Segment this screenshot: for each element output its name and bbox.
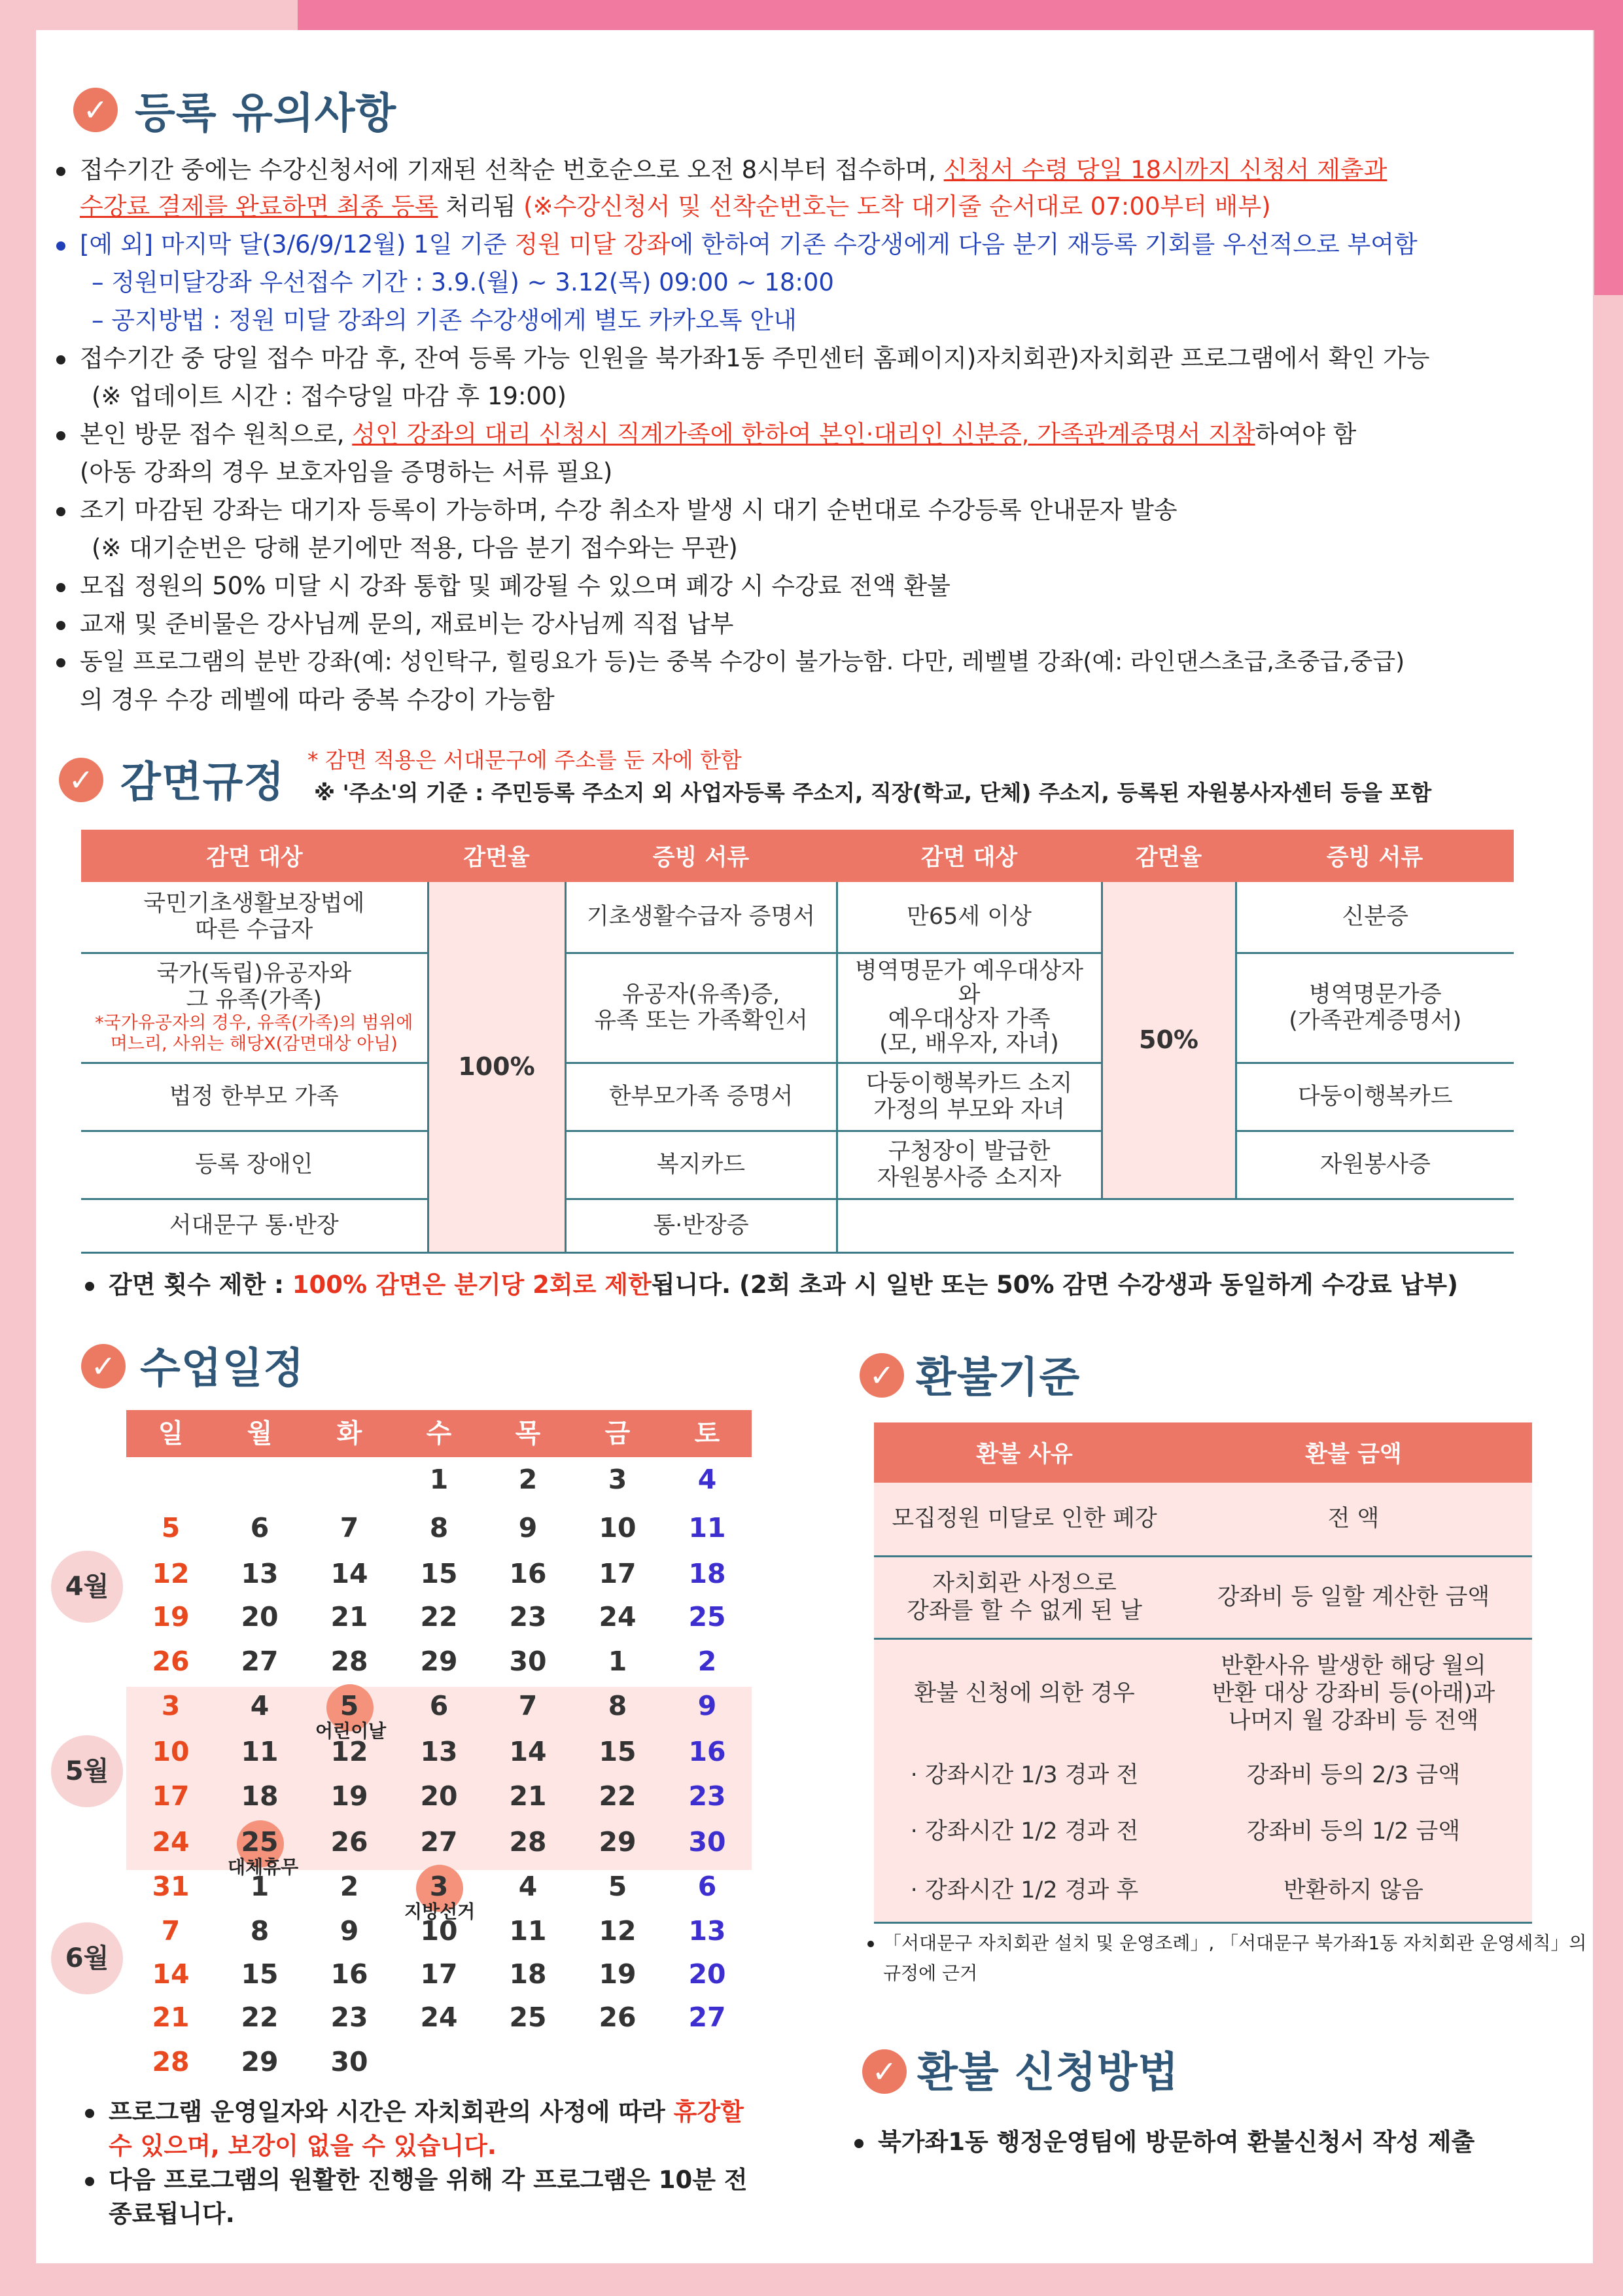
discount-note-1: * 감면 적용은 서대문구에 주소를 둔 자에 한함: [307, 747, 742, 773]
calendar-day: 5: [340, 1690, 359, 1722]
calendar-day: 21: [330, 1601, 368, 1633]
schedule-title: 수업일정: [140, 1345, 305, 1393]
calendar-day: 9: [340, 1915, 359, 1947]
reg-bullet-3-note: (※ 업데이트 시간 : 접수당일 마감 후 19:00): [92, 382, 567, 410]
reg-bullet-1: 접수기간 중에는 수강신청서에 기재된 선착순 번호순으로 오전 8시부터 접수하며, 신청서 수령 당일 18시까지 신청서 제출과: [56, 152, 1387, 188]
calendar-day: 22: [241, 2002, 279, 2033]
calendar-day: 24: [420, 2002, 458, 2033]
calendar-day: 29: [599, 1826, 637, 1858]
calendar-day: 3: [608, 1464, 627, 1495]
calendar-day: 18: [509, 1958, 547, 1990]
discount-doc: 유공자(유족)증, 유족 또는 가족확인서: [565, 953, 837, 1063]
calendar-day: 12: [330, 1736, 368, 1767]
calendar-day: 5: [161, 1512, 181, 1544]
calendar-day: 10: [420, 1915, 458, 1947]
calendar-day: 14: [509, 1736, 547, 1767]
discount-doc: 통·반장증: [565, 1199, 837, 1252]
header-amount: 환불 금액: [1175, 1422, 1532, 1483]
discount-doc: 신분증: [1236, 882, 1514, 953]
header-target: 감면 대상: [81, 830, 428, 882]
check-icon: ✓: [59, 758, 103, 802]
discount-target: 만65세 이상: [837, 882, 1102, 953]
reg-bullet-7: 교재 및 준비물은 강사님께 문의, 재료비는 강사님께 직접 납부: [56, 606, 733, 643]
reg-bullet-5-note: (※ 대기순번은 당해 분기에만 적용, 다음 분기 접수와는 무관): [92, 534, 738, 562]
calendar-day: 7: [518, 1690, 538, 1722]
discount-target: 서대문구 통·반장: [81, 1199, 428, 1252]
calendar-day: 27: [241, 1646, 279, 1677]
check-icon: ✓: [860, 1353, 904, 1398]
table-row: [81, 1063, 1514, 1131]
header-rate: 감면율: [428, 830, 565, 882]
calendar-day: 18: [241, 1780, 279, 1812]
discount-doc: 자원봉사증: [1236, 1131, 1514, 1199]
table-row: [874, 1803, 1532, 1860]
discount-table-header: [81, 830, 1514, 882]
discount-target: 구청장이 발급한 자원봉사증 소지자: [837, 1131, 1102, 1199]
calendar-day: 21: [509, 1780, 547, 1812]
discount-doc: 한부모가족 증명서: [565, 1063, 837, 1131]
refund-basis: 「서대문구 자치회관 설치 및 운영조례」, 「서대문구 북가좌1동 자치회관 운영세칙」의: [867, 1929, 1586, 1958]
refund-title: 환불기준: [916, 1354, 1081, 1402]
table-row: [81, 1131, 1514, 1199]
reg-bullet-5: 조기 마감된 강좌는 대기자 등록이 가능하며, 수강 취소자 발생 시 대기 순번대로 수강등록 안내문자 발송: [56, 492, 1178, 529]
weekday-tue: 화: [336, 1419, 362, 1449]
calendar-day: 4: [250, 1690, 270, 1722]
reg-bullet-6: 모집 정원의 50% 미달 시 강좌 통합 및 폐강될 수 있으며 폐강 시 수강료 전액 환불: [56, 568, 951, 605]
calendar-day: 18: [688, 1558, 726, 1589]
calendar-day: 3: [429, 1871, 449, 1902]
reg-bullet-4-note: (아동 강좌의 경우 보호자임을 증명하는 서류 필요): [80, 458, 613, 486]
calendar-day: 10: [152, 1736, 190, 1767]
discount-limit-note: 감면 횟수 제한 : 100% 감면은 분기당 2회로 제한됩니다. (2회 초과 시 일반 또는 50% 감면 수강생과 동일하게 수강료 납부): [85, 1267, 1458, 1303]
refund-reason: · 강좌시간 1/2 경과 후: [874, 1860, 1175, 1922]
discount-rate-50: 50%: [1102, 882, 1236, 1199]
calendar-day: 9: [697, 1690, 717, 1722]
reg-bullet-2: [예 외] 마지막 달(3/6/9/12월) 1일 기준 정원 미달 강좌에 한하여 기존 수강생에게 다음 분기 재등록 기회를 우선적으로 부여함: [56, 226, 1418, 263]
holiday-label: 어린이날: [315, 1720, 387, 1742]
discount-target: 법정 한부모 가족: [81, 1063, 428, 1131]
calendar-day: 13: [420, 1736, 458, 1767]
calendar-day: 24: [599, 1601, 637, 1633]
calendar-day: 6: [429, 1690, 449, 1722]
calendar-day: 22: [599, 1780, 637, 1812]
discount-target-cell: [81, 953, 428, 1063]
table-row: [81, 953, 1514, 1063]
reg-bullet-8: 동일 프로그램의 분반 강좌(예: 성인탁구, 힐링요가 등)는 중복 수강이 불가능함. 다만, 레벨별 강좌(예: 라인댄스초급,초중급,중급): [56, 644, 1405, 680]
calendar-day: 6: [250, 1512, 270, 1544]
calendar-day: 23: [330, 2002, 368, 2033]
calendar-day: 1: [608, 1646, 627, 1677]
empty-cell: [837, 1199, 1514, 1252]
discount-target: 다둥이행복카드 소지 가정의 부모와 자녀: [837, 1063, 1102, 1131]
calendar-day: 27: [420, 1826, 458, 1858]
discount-target: 국민기초생활보장법에 따른 수급자: [81, 882, 428, 953]
calendar-day: 31: [152, 1871, 190, 1902]
calendar-day: 7: [161, 1915, 181, 1947]
calendar-day: 28: [509, 1826, 547, 1858]
calendar-day: 6: [697, 1871, 717, 1902]
calendar-day: 14: [152, 1958, 190, 1990]
reg-bullet-3: 접수기간 중 당일 접수 마감 후, 잔여 등록 가능 인원을 북가좌1동 주민센터 홈페이지)자치회관)자치회관 프로그램에서 확인 가능: [56, 340, 1429, 377]
calendar-day: 25: [241, 1826, 279, 1858]
calendar-day: 21: [152, 2002, 190, 2033]
calendar-day: 20: [688, 1958, 726, 1990]
calendar-day: 13: [241, 1558, 279, 1589]
weekday-wed: 수: [426, 1419, 452, 1449]
calendar-day: 2: [518, 1464, 538, 1495]
calendar-day: 29: [420, 1646, 458, 1677]
weekday-sat: 토: [694, 1419, 720, 1449]
check-icon: ✓: [73, 88, 118, 132]
table-row: [81, 882, 1514, 953]
schedule-note-2: 다음 프로그램의 원활한 진행을 위해 각 프로그램은 10분 전: [85, 2162, 748, 2199]
discount-target: 등록 장애인: [81, 1131, 428, 1199]
calendar-day: 14: [330, 1558, 368, 1589]
calendar-day: 11: [241, 1736, 279, 1767]
discount-doc: 다둥이행복카드: [1236, 1063, 1514, 1131]
reg-bullet-1-cont: 수강료 결제를 완료하면 최종 등록 처리됨 (※수강신청서 및 선착순번호는 도착 대기줄 순서대로 07:00부터 배부): [80, 192, 1271, 221]
refund-reason: · 강좌시간 1/3 경과 전: [874, 1747, 1175, 1803]
calendar-day: 2: [697, 1646, 717, 1677]
calendar-day: 30: [330, 2046, 368, 2077]
registration-title: 등록 유의사항: [135, 90, 397, 138]
calendar-day: 30: [688, 1826, 726, 1858]
calendar-day: 28: [152, 2046, 190, 2077]
refund-basis-cont: 규정에 근거: [883, 1962, 978, 1984]
calendar-day: 25: [509, 2002, 547, 2033]
holiday-label: 지방선거: [404, 1901, 476, 1922]
discount-rate-100: 100%: [428, 882, 565, 1252]
calendar-day: 15: [420, 1558, 458, 1589]
refund-amount: 강좌비 등의 2/3 금액: [1175, 1747, 1532, 1803]
calendar-day: 1: [429, 1464, 449, 1495]
calendar-day: 12: [599, 1915, 637, 1947]
calendar-day: 20: [420, 1780, 458, 1812]
schedule-note-2-cont: 종료됩니다.: [109, 2200, 235, 2228]
calendar-day: 2: [340, 1871, 359, 1902]
calendar-day: 3: [161, 1690, 181, 1722]
calendar-day: 26: [152, 1646, 190, 1677]
month-label: 6월: [51, 1922, 123, 1994]
calendar-day: 30: [509, 1646, 547, 1677]
month-label: 5월: [51, 1735, 123, 1807]
weekday-mon: 월: [247, 1419, 273, 1449]
refund-amount: 강좌비 등 일할 계산한 금액: [1175, 1556, 1532, 1638]
calendar-day: 13: [688, 1915, 726, 1947]
calendar-day: 16: [688, 1736, 726, 1767]
calendar-day: 12: [152, 1558, 190, 1589]
refund-reason: · 강좌시간 1/2 경과 전: [874, 1803, 1175, 1860]
discount-target: 국가(독립)유공자와 그 유족(가족): [156, 961, 352, 1013]
calendar-day: 26: [330, 1826, 368, 1858]
table-row: [81, 1199, 1514, 1252]
calendar-day: 27: [688, 2002, 726, 2033]
header-doc: 증빙 서류: [565, 830, 837, 882]
reg-notice-method: – 공지방법 : 정원 미달 강좌의 기존 수강생에게 별도 카카오톡 안내: [92, 306, 797, 334]
refund-amount: 반환하지 않음: [1175, 1860, 1532, 1922]
check-icon: ✓: [81, 1344, 126, 1388]
refund-method-item: 북가좌1동 행정운영팀에 방문하여 환불신청서 작성 제출: [854, 2124, 1475, 2161]
header-reason: 환불 사유: [874, 1422, 1175, 1483]
reg-bullet-8-cont: 의 경우 수강 레벨에 따라 중복 수강이 가능함: [80, 686, 555, 714]
reg-priority-period: – 정원미달강좌 우선접수 기간 : 3.9.(월) ~ 3.12(목) 09:00 ~ 18:00: [92, 268, 834, 296]
calendar-day: 17: [599, 1558, 637, 1589]
refund-reason: 환불 신청에 의한 경우: [874, 1638, 1175, 1747]
calendar-day: 16: [509, 1558, 547, 1589]
discount-note-2: ※ '주소'의 기준 : 주민등록 주소지 외 사업자등록 주소지, 직장(학교, 단체) 주소지, 등록된 자원봉사자센터 등을 포함: [314, 780, 1432, 805]
table-row: [874, 1747, 1532, 1803]
calendar-weekday-header: [126, 1410, 752, 1457]
calendar-day: 8: [250, 1915, 270, 1947]
calendar-day: 25: [688, 1601, 726, 1633]
calendar-day: 19: [152, 1601, 190, 1633]
discount-table: [81, 830, 1514, 1254]
calendar-day: 29: [241, 2046, 279, 2077]
refund-method-title: 환불 신청방법: [917, 2049, 1179, 2097]
discount-doc: 기초생활수급자 증명서: [565, 882, 837, 953]
calendar-day: 17: [152, 1780, 190, 1812]
schedule-note-1-cont: 수 있으며, 보강이 없을 수 있습니다.: [109, 2132, 497, 2160]
weekday-sun: 일: [158, 1419, 184, 1449]
calendar-day: 11: [509, 1915, 547, 1947]
calendar-day: 24: [152, 1826, 190, 1858]
calendar-day: 4: [697, 1464, 717, 1495]
calendar-day: 9: [518, 1512, 538, 1544]
holiday-label: 대체휴무: [228, 1856, 299, 1878]
calendar-day: 26: [599, 2002, 637, 2033]
discount-doc: 복지카드: [565, 1131, 837, 1199]
calendar-day: 8: [429, 1512, 449, 1544]
top-accent-bar: [298, 0, 1623, 30]
reg-bullet-4: 본인 방문 접수 원칙으로, 성인 강좌의 대리 신청시 직계가족에 한하여 본인·대리인 신분증, 가족관계증명서 지참하여야 함: [56, 416, 1356, 453]
calendar-day: 8: [608, 1690, 627, 1722]
calendar-day: 23: [688, 1780, 726, 1812]
calendar-day: 11: [688, 1512, 726, 1544]
calendar-day: 15: [241, 1958, 279, 1990]
header-rate: 감면율: [1102, 830, 1236, 882]
schedule-note-1: 프로그램 운영일자와 시간은 자치회관의 사정에 따라 휴강할: [85, 2094, 744, 2130]
calendar-day: 15: [599, 1736, 637, 1767]
discount-title: 감면규정: [120, 758, 285, 807]
refund-amount: 강좌비 등의 1/2 금액: [1175, 1803, 1532, 1860]
header-doc: 증빙 서류: [1236, 830, 1514, 882]
discount-doc: 병역명문가증 (가족관계증명서): [1236, 953, 1514, 1063]
month-label: 4월: [51, 1551, 123, 1623]
calendar-day: 10: [599, 1512, 637, 1544]
refund-reason: 자치회관 사정으로 강좌를 할 수 없게 된 날: [874, 1556, 1175, 1638]
calendar-day: 5: [608, 1871, 627, 1902]
calendar-day: 19: [330, 1780, 368, 1812]
refund-amount: 반환사유 발생한 해당 월의 반환 대상 강좌비 등(아래)과 나머지 월 강좌비 등 전액: [1175, 1638, 1532, 1747]
calendar-day: 16: [330, 1958, 368, 1990]
table-row: [874, 1638, 1532, 1747]
refund-reason: 모집정원 미달로 인한 폐강: [874, 1483, 1175, 1556]
table-row: [874, 1860, 1532, 1922]
weekday-fri: 금: [604, 1419, 631, 1449]
table-row: [874, 1556, 1532, 1638]
check-icon: ✓: [862, 2049, 907, 2094]
header-target: 감면 대상: [837, 830, 1102, 882]
calendar-day: 4: [518, 1871, 538, 1902]
table-row: [874, 1483, 1532, 1556]
refund-amount: 전 액: [1175, 1483, 1532, 1556]
calendar-day: 23: [509, 1601, 547, 1633]
calendar-day: 17: [420, 1958, 458, 1990]
refund-table: [874, 1422, 1532, 1924]
right-accent-strip: [1594, 30, 1623, 295]
calendar-day: 1: [250, 1871, 270, 1902]
calendar-day: 7: [340, 1512, 359, 1544]
calendar-day: 19: [599, 1958, 637, 1990]
weekday-thu: 목: [515, 1419, 541, 1449]
refund-table-header: [874, 1422, 1532, 1483]
discount-target: 병역명문가 예우대상자 와 예우대상자 가족 (모, 배우자, 자녀): [837, 953, 1102, 1063]
calendar-day: 20: [241, 1601, 279, 1633]
calendar-day: 28: [330, 1646, 368, 1677]
calendar-day: 22: [420, 1601, 458, 1633]
discount-target-note: *국가유공자의 경우, 유족(가족)의 범위에 며느리, 사위는 해당X(감면대상 아님): [95, 1013, 413, 1054]
